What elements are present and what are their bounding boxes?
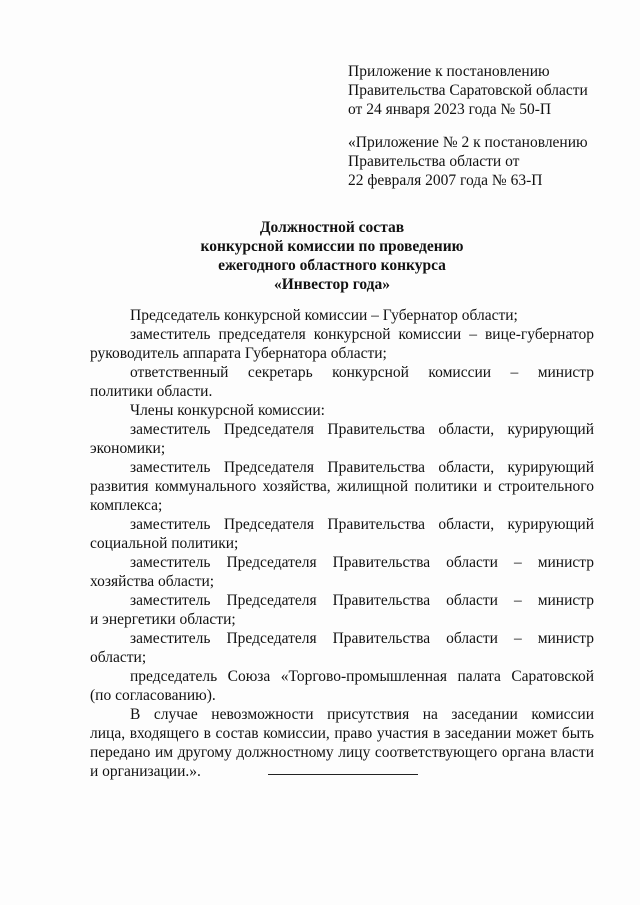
body-line: (по согласованию). [90, 687, 216, 704]
appendix-line: 22 февраля 2007 года № 63-П [348, 172, 543, 189]
body-line: заместитель председателя конкурсной комиссии – вице-губернатор [130, 326, 594, 343]
appendix-header [348, 62, 588, 119]
commission-composition [90, 306, 594, 781]
body-line: передано им другому должностному лицу соответствующего органа власти [90, 744, 594, 761]
body-line: В случае невозможности присутствия на заседании комиссии [130, 706, 594, 723]
appendix-line: «Приложение № 2 к постановлению [348, 134, 588, 151]
appendix-line: Правительства Саратовской области [348, 82, 588, 99]
title-line: Должностной состав [259, 219, 405, 236]
appendix-line: Правительства области от [348, 153, 520, 170]
body-line: руководитель аппарата Губернатора области; [90, 345, 387, 362]
body-line: развития коммунального хозяйства, жилищной политики и строительного [90, 478, 594, 495]
body-line: заместитель Председателя Правительства области, курирующий [130, 459, 594, 476]
body-line: председатель Союза «Торгово-промышленная палата Саратовской [130, 668, 594, 685]
closing-divider [268, 774, 418, 775]
document-title [0, 218, 640, 294]
title-line: конкурсной комиссии по проведению [200, 238, 464, 255]
body-line: лица, входящего в состав комиссии, право участия в заседании может быть [90, 725, 594, 742]
body-line: заместитель Председателя Правительства области – министр [130, 554, 594, 571]
body-line: социальной политики; [90, 535, 239, 552]
body-line: и организации.». [90, 763, 201, 780]
title-line: ежегодного областного конкурса [218, 257, 446, 274]
body-line: области; [90, 649, 147, 666]
body-line: хозяйства области; [90, 573, 215, 590]
body-line: заместитель Председателя Правительства области – министр [130, 592, 594, 609]
body-line: и энергетики области; [90, 611, 236, 628]
appendix-line: Приложение к постановлению [348, 63, 550, 80]
body-line: заместитель Председателя Правительства области, курирующий [130, 516, 594, 533]
body-line: экономики; [90, 440, 166, 457]
body-line: ответственный секретарь конкурсной комиссии – министр [130, 364, 594, 381]
body-line: политики области. [90, 383, 213, 400]
body-line: Председатель конкурсной комиссии – Губернатор области; [130, 307, 518, 324]
title-line: «Инвестор года» [273, 276, 390, 293]
body-line: комплекса; [90, 497, 163, 514]
body-line: заместитель Председателя Правительства области, курирующий [130, 421, 594, 438]
body-line: Члены конкурсной комиссии: [130, 402, 325, 419]
body-line: заместитель Председателя Правительства области – министр [130, 630, 594, 647]
appendix-line: от 24 января 2023 года № 50-П [348, 101, 552, 118]
previous-appendix-header [348, 133, 588, 190]
